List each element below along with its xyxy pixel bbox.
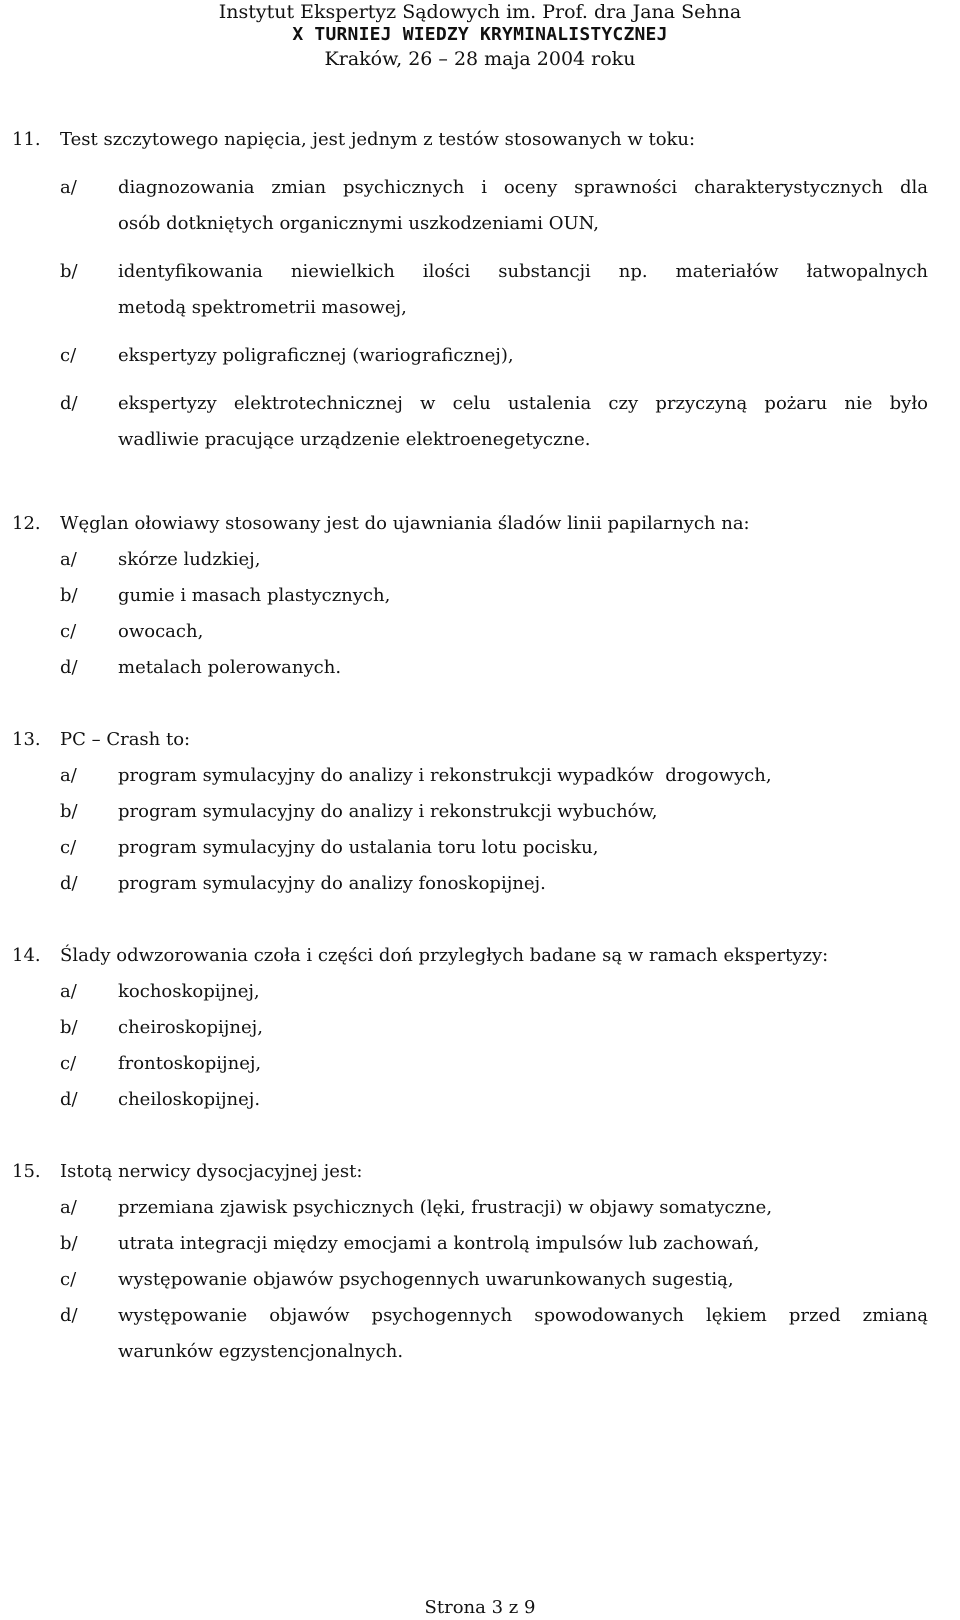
answer-text: program symulacyjny do analizy i rekonstrukcji wybuchów, bbox=[118, 801, 658, 822]
answer-text: program symulacyjny do ustalania toru lotu pocisku, bbox=[118, 837, 599, 858]
question-number: 15. bbox=[12, 1161, 41, 1182]
answer-line: wadliwie pracujące urządzenie elektroenegetyczne. bbox=[118, 429, 591, 450]
answer-label: b/ bbox=[60, 261, 78, 282]
answer-line: ekspertyzy elektrotechnicznej w celu ustalenia czy przyczyną pożaru nie było bbox=[118, 393, 928, 414]
question-text: Węglan ołowiawy stosowany jest do ujawniania śladów linii papilarnych na: bbox=[60, 513, 750, 534]
answer-text: skórze ludzkiej, bbox=[118, 549, 261, 570]
answer-text: kochoskopijnej, bbox=[118, 981, 260, 1002]
answer-text: występowanie objawów psychogennych uwarunkowanych sugestią, bbox=[118, 1269, 734, 1290]
answer-text bbox=[118, 1304, 928, 1364]
answer-text: metalach polerowanych. bbox=[118, 657, 342, 678]
answer-line: diagnozowania zmian psychicznych i oceny sprawności charakterystycznych dla bbox=[118, 177, 928, 198]
answer-label: d/ bbox=[60, 1089, 78, 1110]
answer-label: c/ bbox=[60, 345, 77, 366]
answer-line: występowanie objawów psychogennych spowodowanych lękiem przed zmianą bbox=[118, 1305, 928, 1326]
answer-text: program symulacyjny do analizy fonoskopijnej. bbox=[118, 873, 546, 894]
answer-label: d/ bbox=[60, 657, 78, 678]
answer-label: b/ bbox=[60, 801, 78, 822]
answer-label: b/ bbox=[60, 1233, 78, 1254]
answer-label: c/ bbox=[60, 1053, 77, 1074]
question-number: 11. bbox=[12, 129, 41, 150]
page-number: Strona 3 z 9 bbox=[424, 1597, 536, 1618]
answer-text: cheiloskopijnej. bbox=[118, 1089, 261, 1110]
answer-text bbox=[118, 176, 928, 236]
answer-label: a/ bbox=[60, 981, 77, 1002]
answer-line: identyfikowania niewielkich ilości substancji np. materiałów łatwopalnych bbox=[118, 261, 928, 282]
answer-label: c/ bbox=[60, 1269, 77, 1290]
answer-text bbox=[118, 260, 928, 320]
answer-text bbox=[118, 392, 928, 452]
answer-label: c/ bbox=[60, 621, 77, 642]
question-number: 12. bbox=[12, 513, 41, 534]
answer-text: przemiana zjawisk psychicznych (lęki, frustracji) w objawy somatyczne, bbox=[118, 1197, 773, 1218]
answer-label: d/ bbox=[60, 393, 78, 414]
question-number: 14. bbox=[12, 945, 41, 966]
answer-label: a/ bbox=[60, 765, 77, 786]
answer-label: c/ bbox=[60, 837, 77, 858]
question-number: 13. bbox=[12, 729, 41, 750]
question-text: Test szczytowego napięcia, jest jednym z testów stosowanych w toku: bbox=[60, 129, 696, 150]
question-text: PC – Crash to: bbox=[60, 729, 191, 750]
answer-label: d/ bbox=[60, 1305, 78, 1326]
answer-text: ekspertyzy poligraficznej (wariograficznej), bbox=[118, 345, 514, 366]
answer-label: a/ bbox=[60, 1197, 77, 1218]
answer-text: program symulacyjny do analizy i rekonstrukcji wypadków drogowych, bbox=[118, 765, 772, 786]
event-place-date: Kraków, 26 – 28 maja 2004 roku bbox=[324, 48, 636, 70]
answer-text: frontoskopijnej, bbox=[118, 1053, 262, 1074]
answer-line: warunków egzystencjonalnych. bbox=[118, 1341, 404, 1362]
answer-label: b/ bbox=[60, 585, 78, 606]
question-text: Ślady odwzorowania czoła i części doń przyległych badane są w ramach ekspertyzy: bbox=[60, 945, 829, 966]
answer-label: a/ bbox=[60, 177, 77, 198]
answer-line: metodą spektrometrii masowej, bbox=[118, 297, 407, 318]
answer-label: d/ bbox=[60, 873, 78, 894]
question-text: Istotą nerwicy dysocjacyjnej jest: bbox=[60, 1161, 363, 1182]
event-title: X TURNIEJ WIEDZY KRYMINALISTYCZNEJ bbox=[292, 24, 668, 45]
answer-label: a/ bbox=[60, 549, 77, 570]
answer-text: utrata integracji między emocjami a kontrolą impulsów lub zachowań, bbox=[118, 1233, 760, 1254]
answer-text: gumie i masach plastycznych, bbox=[118, 585, 391, 606]
answer-line: osób dotkniętych organicznymi uszkodzeniami OUN, bbox=[118, 213, 599, 234]
answer-text: cheiroskopijnej, bbox=[118, 1017, 263, 1038]
answer-label: b/ bbox=[60, 1017, 78, 1038]
answer-text: owocach, bbox=[118, 621, 204, 642]
institute-name: Instytut Ekspertyz Sądowych im. Prof. dra Jana Sehna bbox=[218, 1, 742, 23]
